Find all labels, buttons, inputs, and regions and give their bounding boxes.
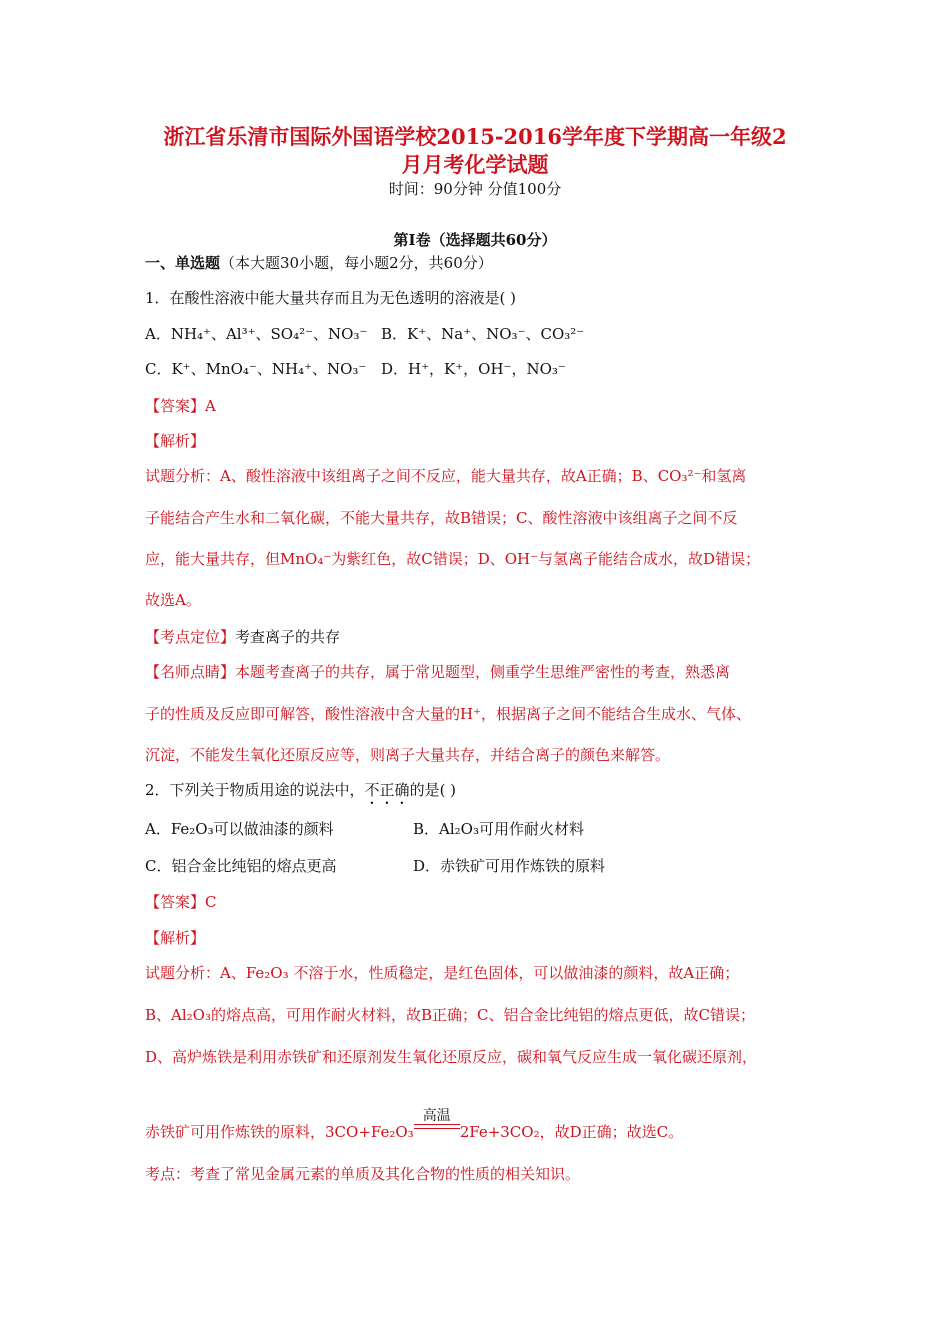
- q1-stem: 1．在酸性溶液中能大量共存而且为无色透明的溶液是( ): [145, 289, 517, 307]
- q1-option-a: A．NH₄⁺、Al³⁺、SO₄²⁻、NO₃⁻: [145, 325, 368, 343]
- q2-kaodian: 考点：考查了常见金属元素的单质及其化合物的性质的相关知识。: [145, 1165, 581, 1183]
- q2-stem-emphasis: 不正确: [364, 781, 410, 799]
- reaction-bar-bottom: [414, 1128, 460, 1129]
- q2-stem-post: 的是( ): [409, 781, 457, 799]
- q2-stem-pre: 2．下列关于物质用途的说法中，: [145, 781, 365, 799]
- q2-answer-label: 【答案】: [145, 893, 206, 911]
- q2-equation-pre: 赤铁矿可用作炼铁的原料，3CO+Fe₂O₃: [145, 1123, 414, 1141]
- q2-option-c: C．铝合金比纯铝的熔点更高: [145, 857, 337, 875]
- q1-option-d: D．H⁺，K⁺，OH⁻，NO₃⁻: [381, 360, 566, 378]
- q2-analysis-label: 【解析】: [145, 929, 206, 947]
- q1-answer-value: A: [205, 397, 216, 415]
- part-heading: 第Ⅰ卷（选择题共60分）: [393, 231, 557, 249]
- q1-option-c: C．K⁺、MnO₄⁻、NH₄⁺、NO₃⁻: [145, 360, 367, 378]
- q2-answer-value: C: [205, 893, 217, 911]
- q2-stem: [145, 780, 456, 808]
- q1-mingshi-line2: 子的性质及反应即可解答，酸性溶液中含大量的H⁺，根据离子之间不能结合生成水、气体、: [145, 705, 752, 723]
- q1-answer-label: 【答案】: [145, 397, 206, 415]
- q1-analysis-label: 【解析】: [145, 432, 206, 450]
- reaction-arrow: [414, 1108, 460, 1142]
- q1-mingshi-label: 【名师点睛】: [145, 663, 236, 681]
- section-heading: [145, 253, 493, 273]
- q1-answer: [145, 396, 216, 416]
- q1-mingshi-text1: 本题考查离子的共存，属于常见题型，侧重学生思维严密性的考查，熟悉离: [235, 663, 731, 681]
- q2-option-a: A．Fe₂O₃可以做油漆的颜料: [145, 820, 334, 838]
- section-heading-title: 一、单选题: [145, 254, 221, 272]
- exam-meta: 时间：90分钟 分值100分: [388, 180, 562, 198]
- q2-analysis-line3: D、高炉炼铁是利用赤铁矿和还原剂发生氧化还原反应，碳和氧气反应生成一氧化碳还原剂，: [145, 1048, 758, 1066]
- q2-analysis-line1: 试题分析：A、Fe₂O₃ 不溶于水，性质稳定，是红色固体，可以做油漆的颜料，故A正确；: [145, 964, 740, 982]
- q2-equation-post: 2Fe+3CO₂，故D正确；故选C。: [459, 1123, 684, 1141]
- section-heading-note: （本大题30小题，每小题2分，共60分）: [220, 254, 493, 272]
- q2-analysis-line2: B、Al₂O₃的熔点高，可用作耐火材料，故B正确；C、铝合金比纯铝的熔点更低，故C错误；: [145, 1006, 755, 1024]
- q1-kaodian: [145, 627, 340, 647]
- reaction-condition: 高温: [422, 1108, 451, 1124]
- q2-option-d: D．赤铁矿可用作炼铁的原料: [413, 857, 606, 875]
- q2-equation-line: [145, 1108, 684, 1142]
- q1-mingshi-line3: 沉淀，不能发生氧化还原反应等，则离子大量共存，并结合离子的颜色来解答。: [145, 746, 671, 764]
- q1-mingshi-line1: [145, 662, 730, 682]
- doc-title-line1: 浙江省乐清市国际外国语学校2015-2016学年度下学期高一年级2: [163, 124, 787, 149]
- q1-analysis-line2: 子能结合产生水和二氧化碳，不能大量共存，故B错误；C、酸性溶液中该组离子之间不反: [145, 509, 738, 527]
- reaction-bar-top: [414, 1124, 460, 1125]
- q1-analysis-line4: 故选A。: [145, 591, 201, 609]
- q1-option-b: B．K⁺、Na⁺、NO₃⁻、CO₃²⁻: [381, 325, 585, 343]
- q1-analysis-line1: 试题分析：A、酸性溶液中该组离子之间不反应，能大量共存，故A正确；B、CO₃²⁻和氢离: [145, 467, 747, 485]
- q1-kaodian-label: 【考点定位】: [145, 628, 236, 646]
- q1-analysis-line3: 应，能大量共存，但MnO₄⁻为紫红色，故C错误；D、OH⁻与氢离子能结合成水，故D错误；: [145, 550, 761, 568]
- doc-title-line2: 月月考化学试题: [401, 152, 549, 177]
- q2-option-b: B．Al₂O₃可用作耐火材料: [413, 820, 584, 838]
- q2-answer: [145, 892, 217, 912]
- q1-kaodian-text: 考查离子的共存: [235, 628, 341, 646]
